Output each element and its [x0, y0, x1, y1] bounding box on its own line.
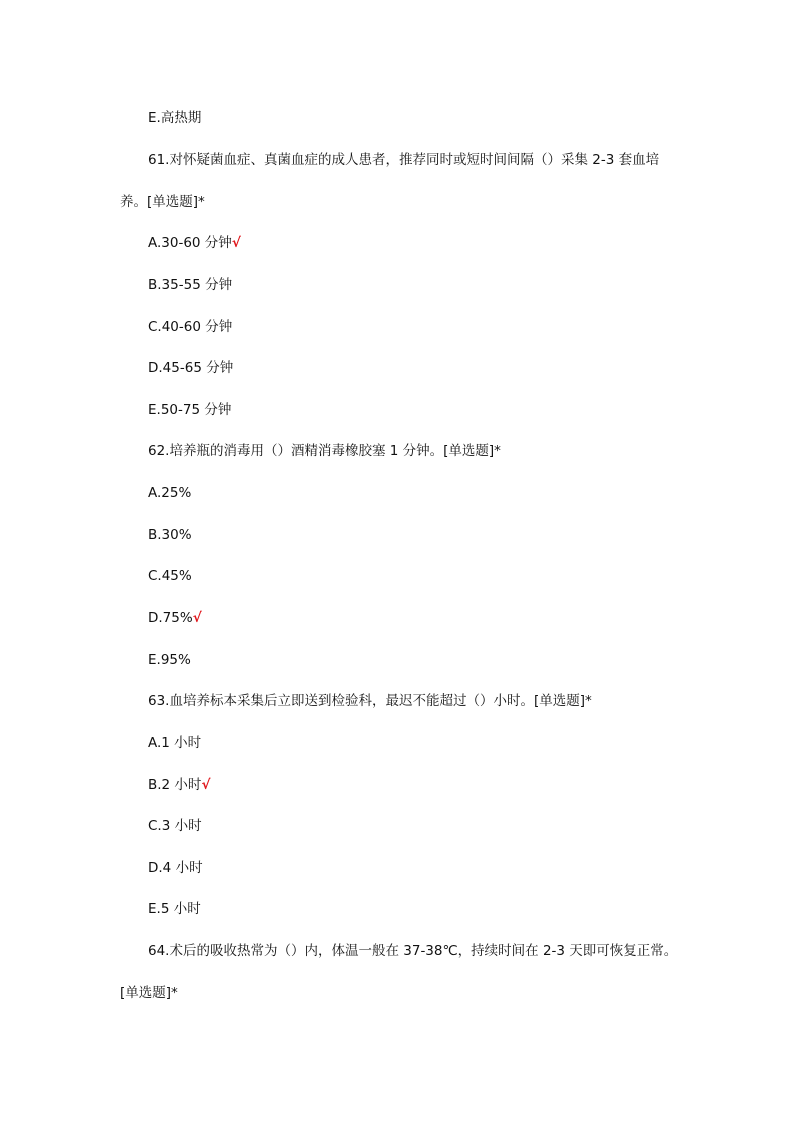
question-62-option-a — [148, 484, 191, 502]
question-61-option-b — [148, 276, 232, 294]
question-62-stem: 62.培养瓶的消毒用（）酒精消毒橡胶塞 1 分钟。[单选题]* — [148, 443, 501, 459]
option-text: A.1 小时 — [148, 735, 202, 751]
correct-answer-check: √ — [231, 235, 241, 251]
option-text: C.40-60 分钟 — [148, 319, 233, 335]
correct-answer-check: √ — [201, 777, 211, 793]
question-61-stem: 61.对怀疑菌血症、真菌血症的成人患者，推荐同时或短时间间隔（）采集 2-3 套血培 — [148, 152, 660, 168]
option-text: B.2 小时 — [148, 777, 202, 793]
question-62-option-c — [148, 567, 192, 585]
prev-question-option-e: E.高热期 — [148, 110, 202, 126]
option-text: B.30% — [148, 527, 192, 543]
question-63-option-c — [148, 817, 202, 835]
question-61-option-e — [148, 401, 231, 419]
question-63-option-b — [148, 776, 210, 794]
question-64-stem: 64.术后的吸收热常为（）内，体温一般在 37-38℃，持续时间在 2-3 天即可恢复正常。 — [148, 943, 678, 959]
question-64-stem-continued: [单选题]* — [120, 985, 178, 1001]
option-text: E.50-75 分钟 — [148, 402, 232, 418]
question-61-stem-continued: 养。[单选题]* — [120, 194, 205, 210]
option-text: E.5 小时 — [148, 901, 201, 917]
option-text: D.4 小时 — [148, 860, 203, 876]
option-text: E.95% — [148, 652, 191, 668]
question-63-option-e — [148, 900, 201, 918]
option-text: A.25% — [148, 485, 192, 501]
correct-answer-check: √ — [192, 610, 202, 626]
option-text: C.3 小时 — [148, 818, 202, 834]
question-62-option-e — [148, 651, 191, 669]
option-text: A.30-60 分钟 — [148, 235, 232, 251]
question-61-option-d — [148, 359, 233, 377]
option-text: D.45-65 分钟 — [148, 360, 234, 376]
question-61-option-a — [148, 234, 241, 252]
question-63-option-a — [148, 734, 201, 752]
option-text: D.75% — [148, 610, 193, 626]
question-62-option-d — [148, 609, 202, 627]
question-63-stem: 63.血培养标本采集后立即送到检验科，最迟不能超过（）小时。[单选题]* — [148, 693, 592, 709]
question-63-option-d — [148, 859, 203, 877]
option-text: C.45% — [148, 568, 192, 584]
question-61-option-c — [148, 318, 232, 336]
option-text: B.35-55 分钟 — [148, 277, 233, 293]
question-62-option-b — [148, 526, 192, 544]
